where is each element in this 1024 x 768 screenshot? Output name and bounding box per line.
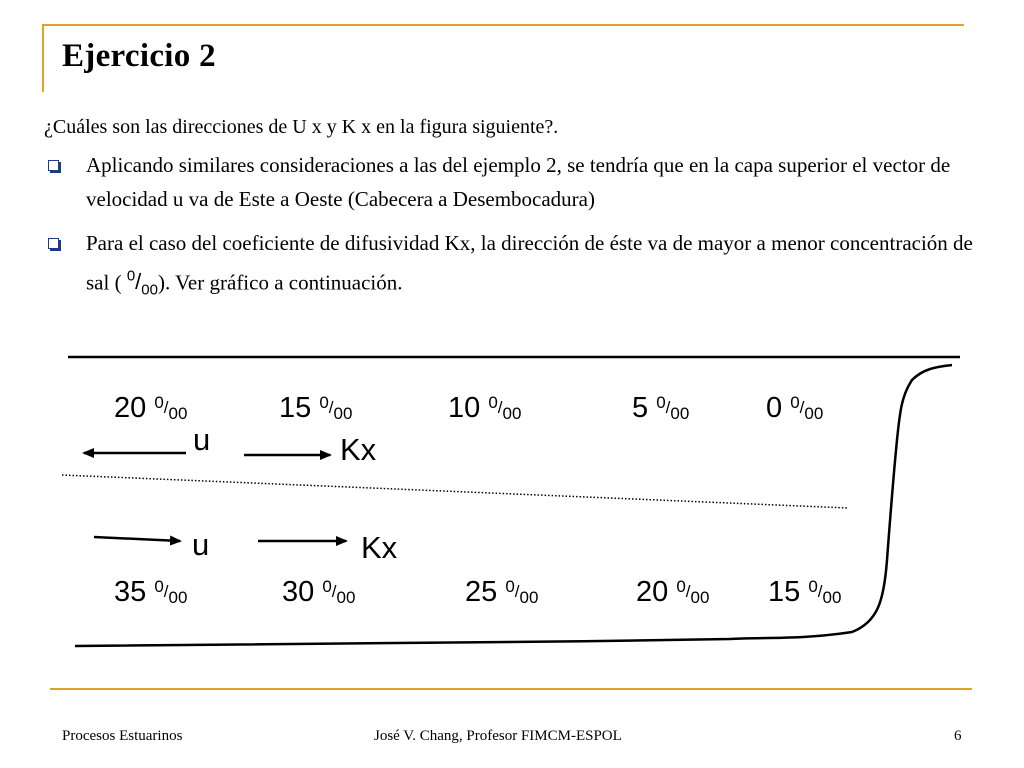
bottom-salinity-label: 25 0/00: [465, 576, 539, 608]
bottom-accent-line: [50, 688, 972, 690]
bottom-kx-label: Kx: [361, 530, 398, 565]
bottom-salinity-label: 35 0/00: [114, 576, 188, 608]
bottom-u-label: u: [192, 527, 210, 562]
top-salinity-label: 15 0/00: [279, 392, 353, 424]
checkbox-bullet-icon: [48, 160, 59, 171]
bottom-salinity-label: 30 0/00: [282, 576, 356, 608]
top-kx-label: Kx: [340, 432, 377, 467]
checkbox-bullet-icon: [48, 238, 59, 249]
bullet-text: Para el caso del coeficiente de difusividad Kx, la dirección de éste va de mayor a menor concentración de sal ( $^0/_{00}$). Ver gráfico a continuación.: [86, 231, 973, 299]
slide-title: Ejercicio 2: [62, 38, 216, 74]
top-salinity-label: 20 0/00: [114, 392, 188, 424]
estuary-diagram: [0, 340, 1024, 670]
interface-dotted-line: [62, 475, 848, 508]
question-text: ¿Cuáles son las direcciones de U x y K x en la figura siguiente?.: [44, 116, 559, 138]
footer-course: Procesos Estuarinos: [62, 728, 183, 744]
bottom-salinity-label: 20 0/00: [636, 576, 710, 608]
bullet-text: Aplicando similares consideraciones a las del ejemplo 2, se tendría que en la capa superior el vector de velocidad u va de Este a Oeste (Cabecera a Desembocadura): [86, 153, 951, 211]
footer-author: José V. Chang, Profesor FIMCM-ESPOL: [374, 728, 622, 744]
bullet-item: [48, 226, 983, 308]
top-salinity-label: 10 0/00: [448, 392, 522, 424]
bullet-item: [48, 148, 983, 216]
salinity-unit: $^0/_{00}$: [126, 268, 158, 299]
page-number: 6: [954, 728, 962, 744]
bottom-salinity-label: 15 0/00: [768, 576, 842, 608]
top-salinity-label: 5 0/00: [632, 392, 690, 424]
top-accent-line: [44, 24, 964, 26]
left-accent-line: [42, 24, 44, 92]
top-salinity-label: 0 0/00: [766, 392, 824, 424]
bottom-u-arrow: [94, 537, 180, 541]
top-u-label: u: [193, 422, 211, 457]
